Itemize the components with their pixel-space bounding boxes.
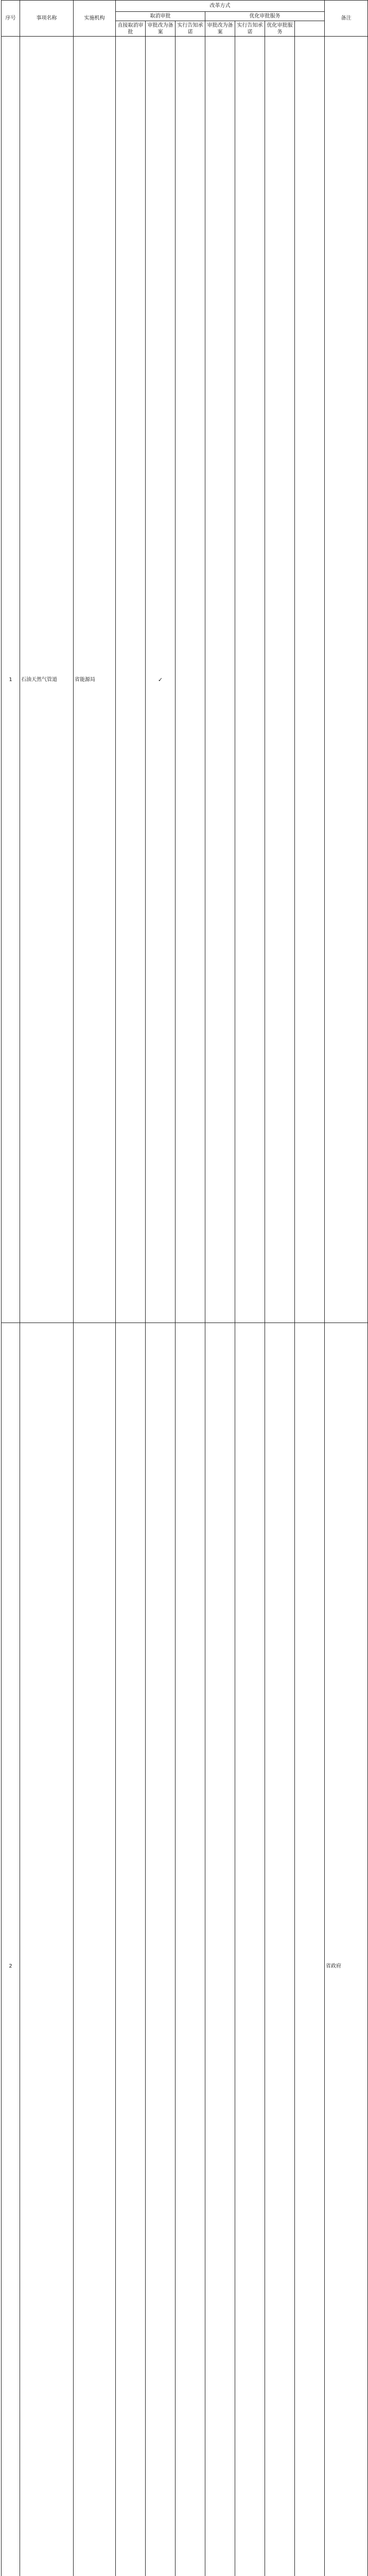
header-extra bbox=[295, 21, 325, 37]
header-direct: 取消审批 bbox=[116, 12, 205, 21]
row-item: 石油天然气管道 bbox=[20, 37, 74, 1323]
row-check-3 bbox=[205, 1323, 235, 2576]
header-commit-change: 实行告知承诺 bbox=[235, 21, 265, 37]
header-seq: 序号 bbox=[2, 1, 20, 37]
row-note bbox=[325, 37, 368, 1323]
header-commit: 实行告知承诺 bbox=[176, 21, 205, 37]
header-item: 事项名称 bbox=[20, 1, 74, 37]
header-note: 备注 bbox=[325, 1, 368, 37]
header-filing-change: 审批改为备案 bbox=[205, 21, 235, 37]
row-check-6 bbox=[295, 1323, 325, 2576]
header-group: 改革方式 bbox=[116, 1, 325, 12]
table-row bbox=[2, 37, 368, 1323]
row-check-5 bbox=[265, 1323, 295, 2576]
row-check-1: ✓ bbox=[146, 37, 176, 1323]
row-dept bbox=[74, 1323, 116, 2576]
row-item bbox=[20, 1323, 74, 2576]
row-check-4 bbox=[235, 1323, 265, 2576]
row-seq: 1 bbox=[2, 37, 20, 1323]
row-check-0 bbox=[116, 37, 146, 1323]
row-check-6 bbox=[295, 37, 325, 1323]
row-check-3 bbox=[205, 37, 235, 1323]
header-optimize-change: 优化审批服务 bbox=[265, 21, 295, 37]
row-check-0 bbox=[116, 1323, 146, 2576]
table-row bbox=[2, 1323, 368, 2576]
row-check-1 bbox=[146, 1323, 176, 2576]
header-filing: 审批改为备案 bbox=[146, 21, 176, 37]
row-seq: 2 bbox=[2, 1323, 20, 2576]
row-check-5 bbox=[265, 37, 295, 1323]
header-optimize: 优化审批服务 bbox=[205, 12, 325, 21]
row-check-2 bbox=[176, 37, 205, 1323]
row-dept: 省能源局 bbox=[74, 37, 116, 1323]
header-direct-cancel: 直接取消审批 bbox=[116, 21, 146, 37]
document-sheet bbox=[1, 0, 352, 2576]
row-note: 省政府 bbox=[325, 1323, 368, 2576]
row-check-2 bbox=[176, 1323, 205, 2576]
table-body bbox=[2, 37, 368, 2576]
reform-table bbox=[1, 0, 368, 2576]
header-dept: 实施机构 bbox=[74, 1, 116, 37]
row-check-4 bbox=[235, 37, 265, 1323]
